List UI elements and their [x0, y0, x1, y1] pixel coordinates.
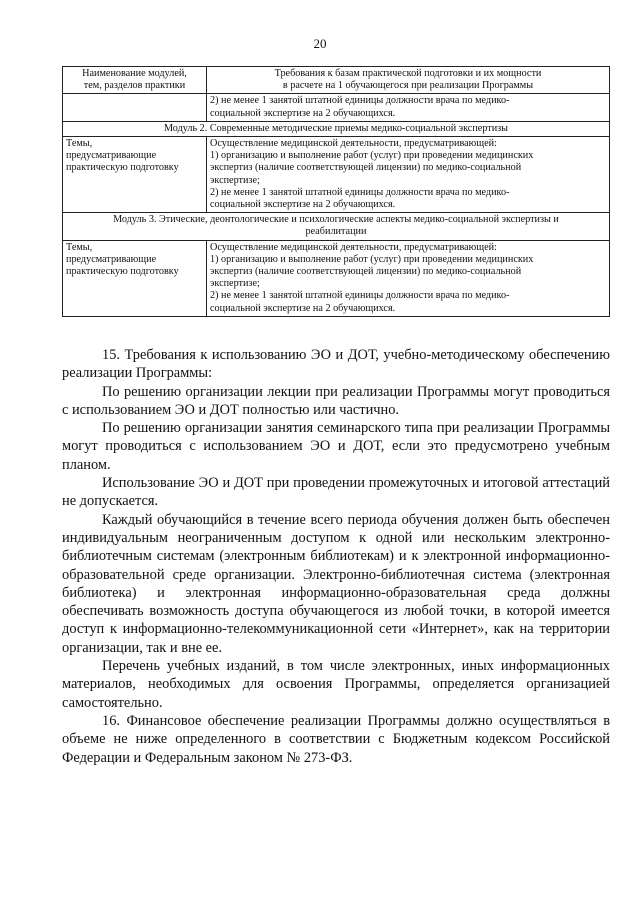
paragraph: 15. Требования к использованию ЭО и ДОТ, учебно-методическому обеспечению реализации Программы: [62, 347, 610, 382]
table-header-row [63, 67, 610, 94]
module-2-title: Модуль 2. Современные методические приемы медико-социальной экспертизы [63, 121, 610, 136]
table-cell-topics [63, 240, 207, 316]
practice-base-table [62, 66, 610, 317]
paragraph: Перечень учебных изданий, в том числе электронных, иных информационных материалов, необходимых для освоения Программы, определяется организацией самостоятельно. [62, 658, 610, 711]
cell-line: 1) организацию и выполнение работ (услуг) при проведении медицинских [210, 150, 534, 162]
cell-line: экспертиз (наличие соответствующей лицензии) по медико-социальной [210, 162, 522, 174]
cell-line: практическую подготовку [66, 162, 179, 174]
paragraph: По решению организации лекции при реализации Программы могут проводиться с использованием ЭО и ДОТ полностью или частично. [62, 383, 610, 418]
cell-line: Осуществление медицинской деятельности, предусматривающей: [210, 241, 497, 253]
module-3-title [63, 213, 610, 240]
header-modules [63, 67, 207, 94]
table-cell-requirements [207, 240, 610, 316]
table-row [63, 137, 610, 213]
module-title-line: реабилитации [305, 226, 367, 238]
cell-line: 2) не менее 1 занятой штатной единицы должности врача по медико- [210, 290, 510, 302]
table-cell-empty [63, 94, 207, 121]
cell-line: предусматривающие [66, 150, 157, 162]
cell-line: Осуществление медицинской деятельности, предусматривающей: [210, 138, 497, 150]
cell-line: 1) организацию и выполнение работ (услуг) при проведении медицинских [210, 253, 534, 265]
table-cell-requirements [207, 137, 610, 213]
header-requirements-line: в расчете на 1 обучающегося при реализации Программы [282, 80, 534, 92]
paragraph: Использование ЭО и ДОТ при проведении промежуточных и итоговой аттестаций не допускается. [62, 475, 610, 510]
cell-line: практическую подготовку [66, 266, 179, 278]
cell-line: 2) не менее 1 занятой штатной единицы должности врача по медико- [210, 186, 510, 198]
cell-line: Темы, [66, 138, 93, 150]
header-requirements-line: Требования к базам практической подготовки и их мощности [274, 68, 542, 79]
page-number: 20 [313, 36, 327, 51]
header-modules-line: Наименование модулей, [82, 68, 187, 79]
module-title-line: Модуль 3. Этические, деонтологические и психологические аспекты медико-социальной экспертизы и [113, 214, 559, 226]
table-cell-requirements [207, 94, 610, 121]
cell-line: предусматривающие [66, 253, 157, 265]
cell-line: социальной экспертизе на 2 обучающихся. [210, 302, 396, 314]
paragraph: По решению организации занятия семинарского типа при реализации Программы могут проводиться с использованием ЭО и ДОТ, если это предусмотрено учебным планом. [62, 420, 610, 473]
cell-line: социальной экспертизе на 2 обучающихся. [210, 199, 396, 211]
cell-line: экспертизе; [210, 278, 260, 290]
cell-line: экспертиз (наличие соответствующей лицензии) по медико-социальной [210, 266, 522, 278]
body-text [62, 346, 610, 767]
paragraph: 16. Финансовое обеспечение реализации Программы должно осуществляться в объеме не ниже определенного в соответствии с Бюджетным кодексом Российской Федерации и Федеральным законом № 273-ФЗ. [62, 712, 610, 766]
cell-line: 2) не менее 1 занятой штатной единицы должности врача по медико- [210, 95, 510, 107]
cell-line: экспертизе; [210, 174, 260, 186]
cell-line: Темы, [66, 241, 93, 253]
header-requirements [207, 67, 610, 94]
table-row [63, 94, 610, 121]
module-title-row [63, 121, 610, 136]
table-row [63, 240, 610, 316]
module-title-row [63, 213, 610, 240]
paragraph: Каждый обучающийся в течение всего периода обучения должен быть обеспечен индивидуальным неограниченным доступом к одной или нескольким электронно-библиотечным системам (электронным библиотекам) и к электронной информационно-образовательной среде организации. Электронно-библиотечная система (электронная библиотека) и электронная информационно-образовательная среда должны обеспечивать возможность доступа обучающегося из любой точки, в которой имеется доступ к информационно-телекоммуникационной сети «Интернет», как на территории организации, так и вне ее. [62, 511, 610, 656]
table-cell-topics [63, 137, 207, 213]
cell-line: социальной экспертизе на 2 обучающихся. [210, 107, 396, 119]
header-modules-line: тем, разделов практики [83, 80, 186, 92]
